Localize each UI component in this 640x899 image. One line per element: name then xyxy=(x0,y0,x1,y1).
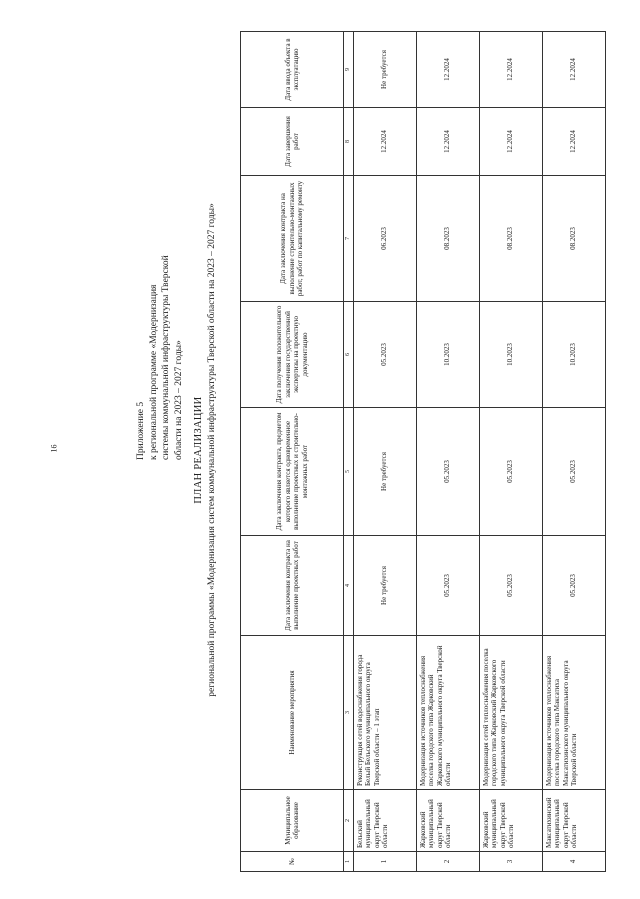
construction-contract-cell: 08.2023 xyxy=(542,176,605,302)
table-header-row xyxy=(241,32,344,872)
appendix-line: системы коммунальной инфраструктуры Тверской xyxy=(161,255,171,460)
construction-contract-cell: 08.2023 xyxy=(479,176,542,302)
row-number: 4 xyxy=(542,852,605,872)
index-cell: 7 xyxy=(344,176,354,302)
completion-cell: 12.2024 xyxy=(542,108,605,176)
document-subtitle: региональной программы «Модернизация систем коммунальной инфраструктуры Тверской области на 2023 – 2027 годы» xyxy=(207,203,217,697)
header-cell: Дата завершения работ xyxy=(241,108,344,176)
column-index-row xyxy=(344,32,354,872)
activity-cell: Реконструкция сетей водоснабжения города Белый Бельского муниципального округа Тверской области – 1 этап xyxy=(353,636,416,790)
municipality-cell: Максатихинский муниципальный округ Тверской области xyxy=(542,790,605,852)
design-contract-cell: 05.2023 xyxy=(542,536,605,636)
commissioning-cell: 12.2024 xyxy=(542,32,605,108)
page-number: 16 xyxy=(49,444,59,453)
combined-contract-cell: 05.2023 xyxy=(416,408,479,536)
table-row xyxy=(542,32,605,872)
header-cell: № xyxy=(241,852,344,872)
row-number: 2 xyxy=(416,852,479,872)
appendix-line: Приложение 5 xyxy=(136,401,146,460)
index-cell: 4 xyxy=(344,536,354,636)
table-row xyxy=(353,32,416,872)
construction-contract-cell: 06.2023 xyxy=(353,176,416,302)
construction-contract-cell: 08.2023 xyxy=(416,176,479,302)
combined-contract-cell: Не требуется xyxy=(353,408,416,536)
table-row xyxy=(416,32,479,872)
row-number: 3 xyxy=(479,852,542,872)
expertise-cell: 10.2023 xyxy=(416,302,479,408)
header-cell: Дата ввода объекта в эксплуатацию xyxy=(241,32,344,108)
rotated-page-content xyxy=(40,20,600,880)
appendix-note xyxy=(135,255,185,460)
municipality-cell: Бельский муниципальный округ Тверской области xyxy=(353,790,416,852)
index-cell: 3 xyxy=(344,636,354,790)
header-cell: Муниципальное образование xyxy=(241,790,344,852)
commissioning-cell: 12.2024 xyxy=(416,32,479,108)
completion-cell: 12.2024 xyxy=(416,108,479,176)
municipality-cell: Жарковский муниципальный округ Тверской области xyxy=(416,790,479,852)
expertise-cell: 05.2023 xyxy=(353,302,416,408)
municipality-cell: Жарковский муниципальный округ Тверской области xyxy=(479,790,542,852)
design-contract-cell: 05.2023 xyxy=(416,536,479,636)
header-cell: Наименование мероприятия xyxy=(241,636,344,790)
completion-cell: 12.2024 xyxy=(479,108,542,176)
activity-cell: Модернизация источников теплоснабжения поселка городского типа Максатиха Максатихинского муниципального округа Тверской области xyxy=(542,636,605,790)
expertise-cell: 10.2023 xyxy=(542,302,605,408)
index-cell: 8 xyxy=(344,108,354,176)
commissioning-cell: Не требуется xyxy=(353,32,416,108)
header-cell: Дата заключения контракта, предметом которого является одновременное выполнение проектных и строительно-монтажных работ xyxy=(241,408,344,536)
design-contract-cell: 05.2023 xyxy=(479,536,542,636)
expertise-cell: 10.2023 xyxy=(479,302,542,408)
document-title: ПЛАН РЕАЛИЗАЦИИ xyxy=(193,396,204,504)
combined-contract-cell: 05.2023 xyxy=(542,408,605,536)
commissioning-cell: 12.2024 xyxy=(479,32,542,108)
table-row xyxy=(479,32,542,872)
header-cell: Дата получения положительного заключения государственной экспертизы на проектную документацию xyxy=(241,302,344,408)
design-contract-cell: Не требуется xyxy=(353,536,416,636)
index-cell: 6 xyxy=(344,302,354,408)
appendix-line: области на 2023 – 2027 годы» xyxy=(173,340,184,460)
completion-cell: 12.2024 xyxy=(353,108,416,176)
index-cell: 9 xyxy=(344,32,354,108)
header-cell: Дата заключения контракта на выполнение проектных работ xyxy=(241,536,344,636)
combined-contract-cell: 05.2023 xyxy=(479,408,542,536)
implementation-plan-table xyxy=(240,31,606,872)
index-cell: 1 xyxy=(344,852,354,872)
appendix-line: к региональной программе «Модернизация xyxy=(148,284,159,460)
activity-cell: Модернизация сетей теплоснабжения поселка городского типа Жарковский Жарковского муниципального округа Тверской области xyxy=(479,636,542,790)
activity-cell: Модернизация источников теплоснабжения поселка городского типа Жарковский Жарковского муниципального округа Тверской области xyxy=(416,636,479,790)
index-cell: 2 xyxy=(344,790,354,852)
row-number: 1 xyxy=(353,852,416,872)
header-cell: Дата заключения контракта на выполнение строительно-монтажных работ, работ по капитальному ремонту xyxy=(241,176,344,302)
index-cell: 5 xyxy=(344,408,354,536)
